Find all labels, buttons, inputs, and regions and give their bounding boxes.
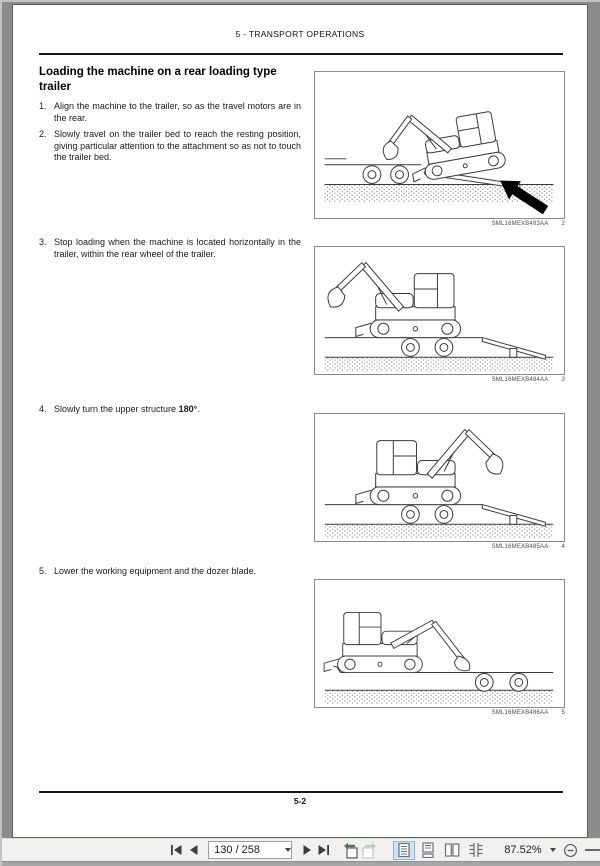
step-text: Slowly turn the upper structure 180°.	[54, 404, 200, 414]
figure-2-frame	[314, 246, 565, 375]
footer-rule	[39, 791, 563, 793]
figure-caption	[314, 221, 565, 227]
next-page-button[interactable]	[298, 841, 315, 859]
figure-4	[314, 579, 565, 716]
pdf-page	[12, 4, 588, 838]
zoom-level-value[interactable]: 87.52%	[504, 844, 542, 856]
continuous-facing-view-icon	[468, 842, 484, 858]
figure-caption	[314, 377, 565, 383]
page-view-mode-group	[392, 841, 488, 860]
figure-4-illustration	[315, 580, 564, 707]
single-page-view-button[interactable]	[393, 841, 415, 860]
figure-caption	[314, 710, 565, 716]
facing-view-icon	[444, 842, 460, 858]
page-dropdown-caret-icon[interactable]	[285, 848, 291, 852]
figure-1-frame	[314, 71, 565, 219]
previous-page-button[interactable]	[185, 841, 202, 859]
figure-4-frame	[314, 579, 565, 708]
step-3	[39, 237, 301, 260]
figure-number: 5	[561, 710, 565, 716]
step-text: Align the machine to the trailer, so as the travel motors are in the rear.	[54, 101, 301, 123]
figure-3-frame	[314, 413, 565, 542]
next-view-button[interactable]	[360, 841, 378, 859]
zoom-out-button[interactable]	[563, 843, 578, 858]
figure-number: 3	[561, 377, 565, 383]
figure-2-illustration	[315, 247, 564, 374]
section-heading: Loading the machine on a rear loading type trailer	[39, 66, 277, 94]
step-5	[39, 566, 301, 578]
header-rule	[39, 53, 563, 55]
figure-3	[314, 413, 565, 550]
next-page-icon	[302, 845, 312, 855]
zoom-slider-track[interactable]	[585, 849, 600, 851]
single-page-view-icon	[396, 842, 412, 858]
window-bottom-strip	[0, 861, 600, 866]
figure-number: 2	[561, 221, 565, 227]
step-1	[39, 101, 301, 124]
figure-1-illustration	[315, 72, 564, 218]
continuous-view-icon	[420, 842, 436, 858]
first-page-icon	[170, 845, 183, 855]
zoom-out-icon	[563, 843, 578, 858]
viewer-toolbar	[0, 838, 600, 861]
continuous-view-button[interactable]	[417, 841, 439, 860]
first-page-button[interactable]	[168, 841, 185, 859]
previous-view-button[interactable]	[342, 841, 360, 859]
last-page-icon	[317, 845, 330, 855]
figure-code: SML16MEXB484AA	[491, 377, 549, 383]
step-2	[39, 129, 301, 164]
previous-page-icon	[189, 845, 199, 855]
page-number: 5-2	[293, 796, 307, 806]
step-number: 4.	[39, 404, 47, 414]
step-number: 5.	[39, 566, 47, 576]
facing-view-button[interactable]	[441, 841, 463, 860]
figure-2	[314, 246, 565, 383]
figure-caption	[314, 544, 565, 550]
step-number: 1.	[39, 101, 47, 111]
continuous-facing-view-button[interactable]	[465, 841, 487, 860]
figure-number: 4	[561, 544, 565, 550]
figure-3-illustration	[315, 414, 564, 541]
figure-1	[314, 71, 565, 227]
figure-code: SML16MEXB483AA	[491, 221, 549, 227]
step-text: Slowly travel on the trailer bed to reach the resting position, giving particular attention to the attachment so as not to touch the trailer bed.	[54, 129, 301, 163]
step-number: 2.	[39, 129, 47, 139]
step-4	[39, 404, 301, 416]
page-number-input[interactable]	[209, 844, 279, 856]
previous-view-icon	[342, 842, 360, 859]
step-text: Lower the working equipment and the dozer blade.	[54, 566, 257, 576]
step-text: Stop loading when the machine is located horizontally in the trailer, within the rear wheel of the trailer.	[54, 237, 301, 259]
figure-code: SML16MEXB486AA	[491, 710, 549, 716]
last-page-button[interactable]	[315, 841, 332, 859]
page-number-box	[208, 841, 292, 859]
next-view-icon	[360, 842, 378, 859]
zoom-dropdown-caret-icon[interactable]	[550, 848, 556, 852]
step-number: 3.	[39, 237, 47, 247]
figure-code: SML16MEXB485AA	[491, 544, 549, 550]
chapter-header: 5 - TRANSPORT OPERATIONS	[235, 29, 365, 39]
